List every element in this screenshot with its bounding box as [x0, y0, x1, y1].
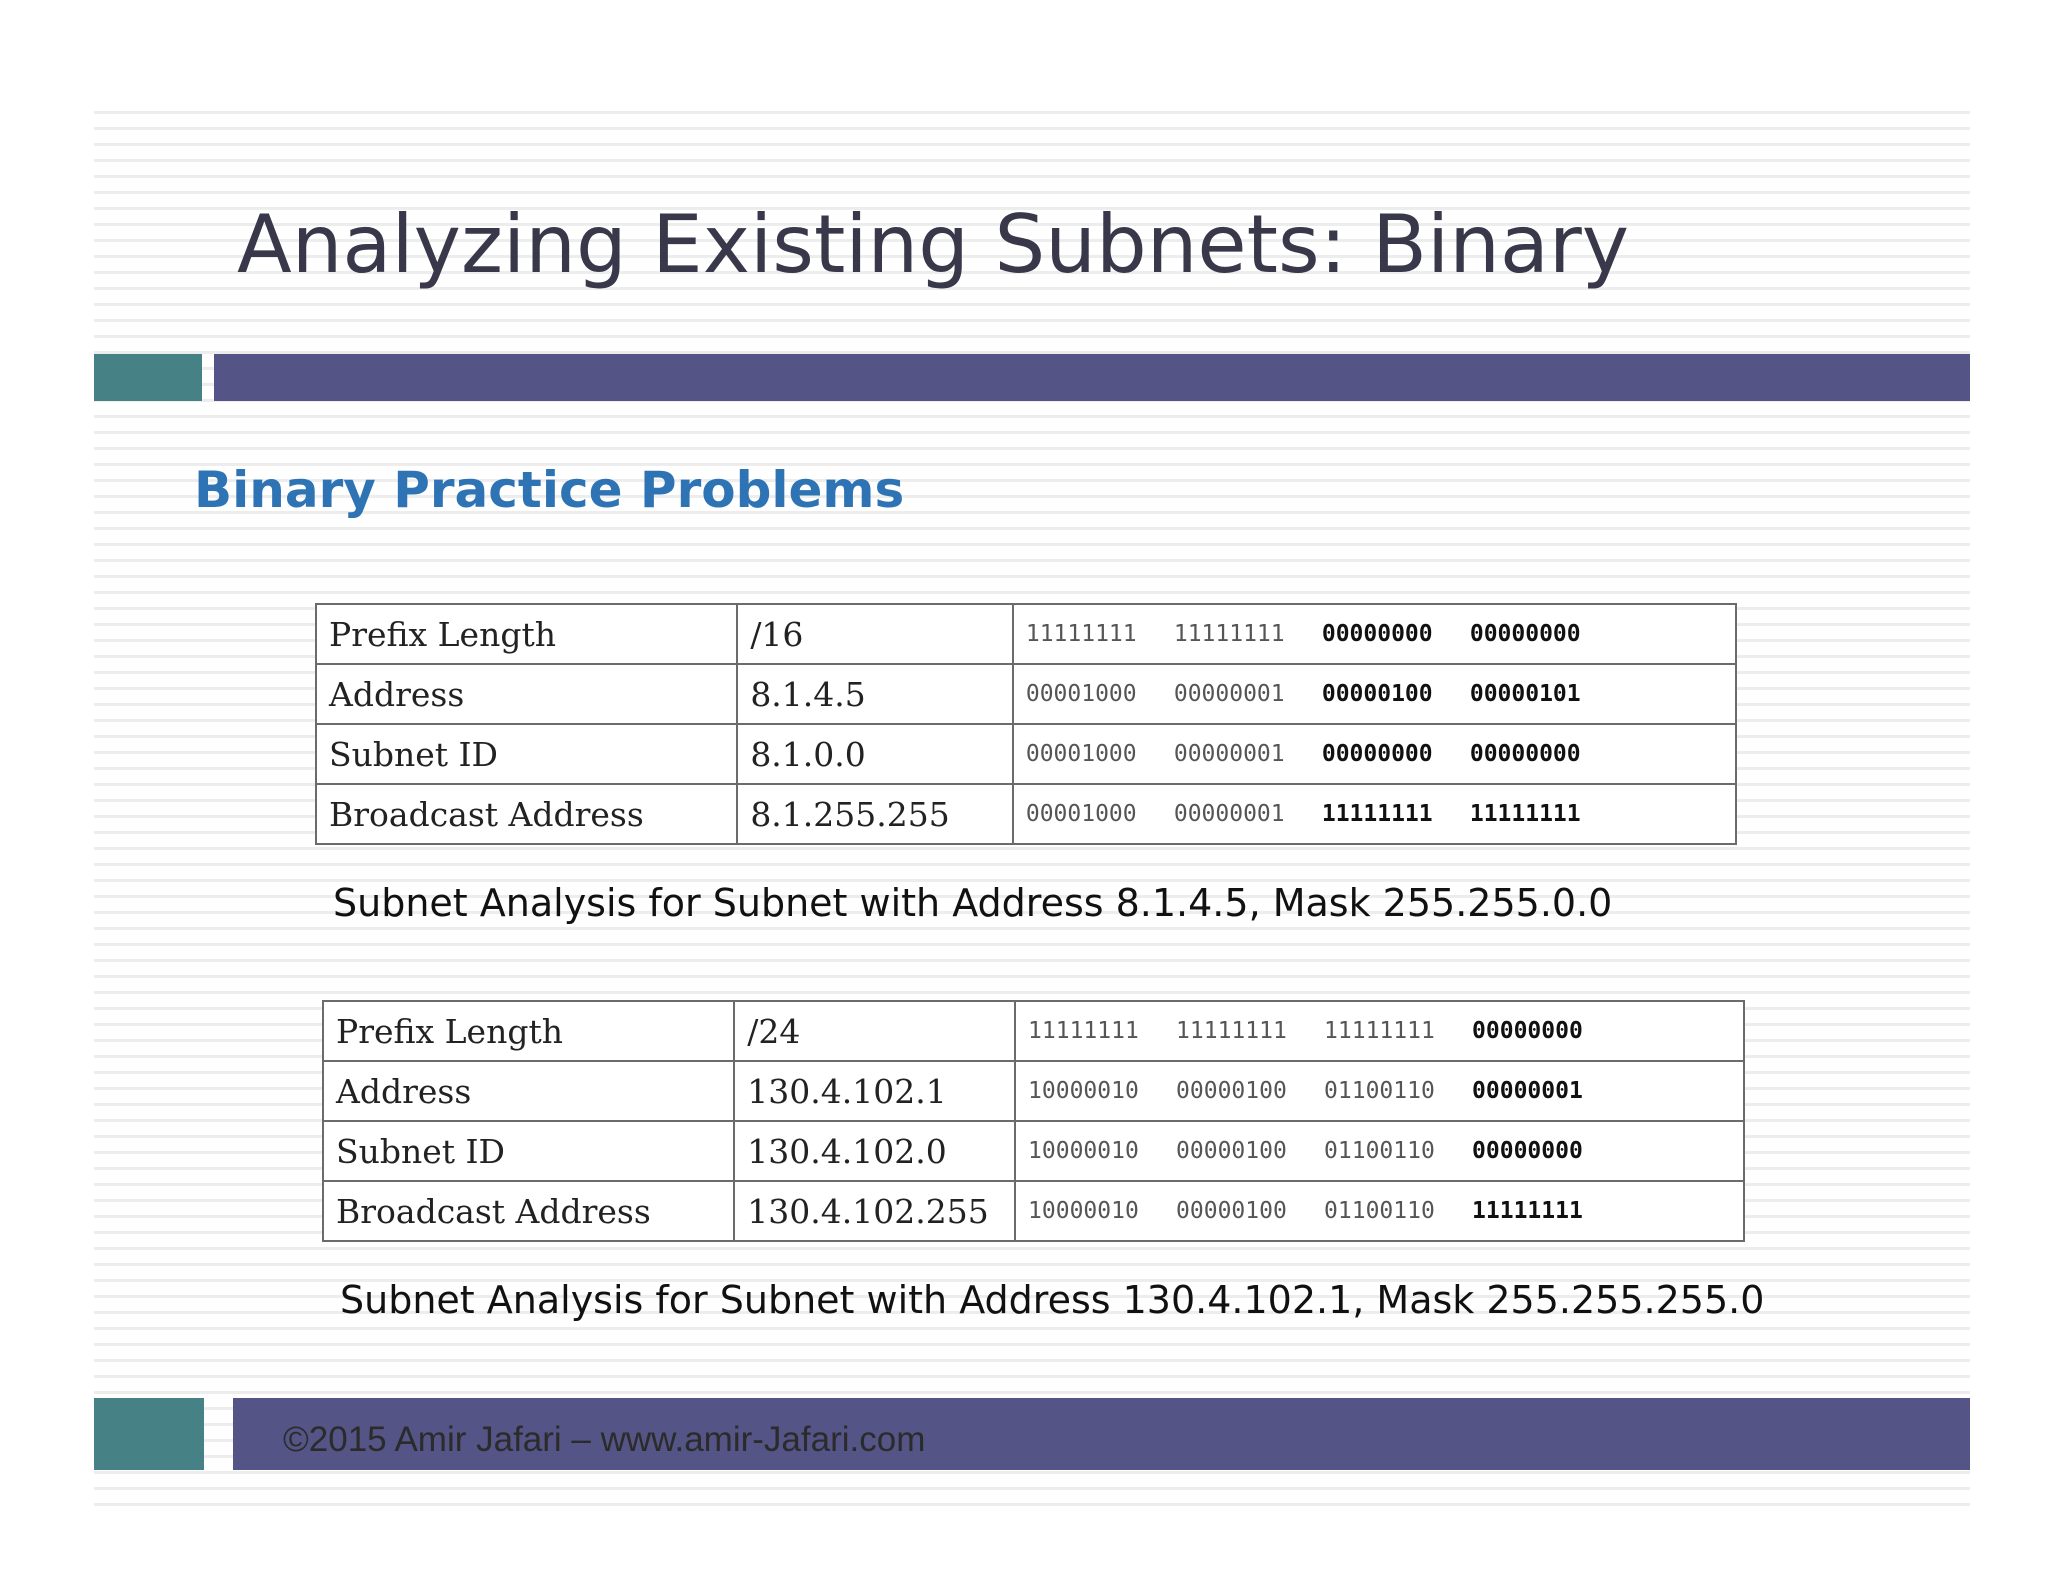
- table-row: [316, 604, 1736, 664]
- subnet-table-2: [322, 1000, 1745, 1242]
- footer-accent-square: [94, 1398, 204, 1470]
- row-binary: [1015, 1001, 1744, 1061]
- slide-title: Analyzing Existing Subnets: Binary: [237, 198, 1630, 291]
- footer-copyright: ©2015 Amir Jafari – www.amir-Jafari.com: [283, 1420, 926, 1459]
- row-binary: [1013, 604, 1736, 664]
- octet-1: 11111111: [1025, 621, 1137, 647]
- table-row: [323, 1181, 1744, 1241]
- row-label: Subnet ID: [323, 1121, 734, 1181]
- row-value: 8.1.4.5: [737, 664, 1013, 724]
- octet-4: 00000000: [1472, 1018, 1583, 1044]
- octet-1: 10000010: [1028, 1198, 1139, 1224]
- row-value: /24: [734, 1001, 1015, 1061]
- header-accent-square: [94, 354, 202, 401]
- octet-2: 00000100: [1176, 1138, 1287, 1164]
- section-subtitle: Binary Practice Problems: [194, 461, 905, 519]
- octet-4: 00000000: [1469, 621, 1581, 647]
- row-value: /16: [737, 604, 1013, 664]
- row-value: 130.4.102.0: [734, 1121, 1015, 1181]
- row-label: Address: [323, 1061, 734, 1121]
- octet-4: 11111111: [1472, 1198, 1583, 1224]
- octet-1: 00001000: [1025, 681, 1137, 707]
- row-binary: [1015, 1181, 1744, 1241]
- octet-4: 11111111: [1469, 801, 1581, 827]
- octet-2: 00000001: [1173, 801, 1285, 827]
- octet-2: 11111111: [1173, 621, 1285, 647]
- table-row: [323, 1001, 1744, 1061]
- subnet-table-1: [315, 603, 1737, 845]
- table-1-caption: Subnet Analysis for Subnet with Address 8.1.4.5, Mask 255.255.0.0: [333, 881, 1613, 925]
- row-binary: [1013, 664, 1736, 724]
- table-row: [316, 664, 1736, 724]
- octet-4: 00000001: [1472, 1078, 1583, 1104]
- octet-1: 00001000: [1025, 801, 1137, 827]
- row-label: Prefix Length: [323, 1001, 734, 1061]
- row-value: 8.1.0.0: [737, 724, 1013, 784]
- row-binary: [1013, 784, 1736, 844]
- octet-3: 11111111: [1324, 1018, 1435, 1044]
- row-label: Address: [316, 664, 737, 724]
- table-row: [316, 784, 1736, 844]
- octet-2: 00000001: [1173, 681, 1285, 707]
- table-row: [323, 1121, 1744, 1181]
- row-label: Broadcast Address: [323, 1181, 734, 1241]
- octet-3: 00000000: [1321, 621, 1433, 647]
- row-value: 130.4.102.255: [734, 1181, 1015, 1241]
- octet-2: 00000100: [1176, 1198, 1287, 1224]
- octet-3: 11111111: [1321, 801, 1433, 827]
- octet-2: 00000100: [1176, 1078, 1287, 1104]
- octet-1: 00001000: [1025, 741, 1137, 767]
- octet-2: 00000001: [1173, 741, 1285, 767]
- row-label: Prefix Length: [316, 604, 737, 664]
- octet-4: 00000000: [1472, 1138, 1583, 1164]
- octet-4: 00000101: [1469, 681, 1581, 707]
- header-accent-bar: [214, 354, 1970, 401]
- octet-1: 11111111: [1028, 1018, 1139, 1044]
- table-2-caption: Subnet Analysis for Subnet with Address 130.4.102.1, Mask 255.255.255.0: [340, 1278, 1765, 1322]
- row-label: Broadcast Address: [316, 784, 737, 844]
- row-binary: [1015, 1061, 1744, 1121]
- table-row: [323, 1061, 1744, 1121]
- row-label: Subnet ID: [316, 724, 737, 784]
- row-binary: [1013, 724, 1736, 784]
- table-row: [316, 724, 1736, 784]
- octet-1: 10000010: [1028, 1138, 1139, 1164]
- octet-3: 01100110: [1324, 1078, 1435, 1104]
- octet-4: 00000000: [1469, 741, 1581, 767]
- octet-3: 00000000: [1321, 741, 1433, 767]
- row-value: 130.4.102.1: [734, 1061, 1015, 1121]
- row-value: 8.1.255.255: [737, 784, 1013, 844]
- octet-3: 00000100: [1321, 681, 1433, 707]
- octet-2: 11111111: [1176, 1018, 1287, 1044]
- octet-1: 10000010: [1028, 1078, 1139, 1104]
- row-binary: [1015, 1121, 1744, 1181]
- octet-3: 01100110: [1324, 1198, 1435, 1224]
- octet-3: 01100110: [1324, 1138, 1435, 1164]
